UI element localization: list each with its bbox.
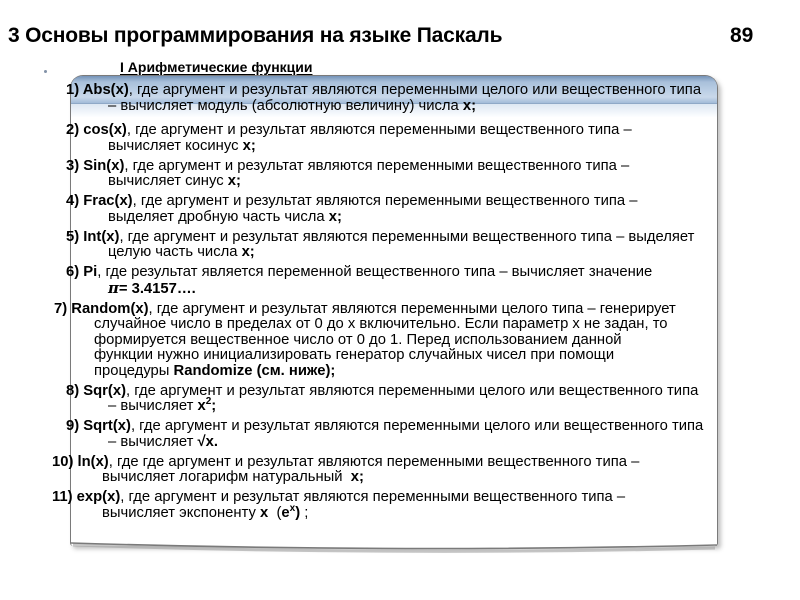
function-item-2 — [44, 123, 722, 154]
text-segment: Randomize (см. ниже); — [173, 362, 336, 379]
text-segment: , где аргумент и результат являются переменными целого или вещественного типа — [130, 418, 704, 434]
text-segment: , где где аргумент и результат являются переменными вещественного типа – — [108, 453, 640, 470]
text-segment: x — [289, 502, 296, 514]
function-item-11 — [44, 490, 722, 521]
text-segment: x; — [242, 137, 256, 154]
empty-bullet-dot — [44, 70, 47, 73]
text-segment: x; — [227, 173, 241, 189]
text-segment: вычисляет косинус — [108, 137, 243, 154]
function-item-3 — [44, 159, 722, 190]
page-number: 89 — [730, 24, 754, 47]
text-segment: 11) exp(x) — [52, 489, 121, 505]
text-segment: функции нужно инициализировать генератор случайных чисел при помощи — [94, 347, 615, 363]
text-segment: x — [260, 504, 269, 521]
function-item-10 — [44, 455, 722, 486]
text-segment: 2) cos(x) — [66, 122, 127, 138]
text-segment: x; — [241, 244, 255, 260]
text-segment: , где аргумент и результат являются переменными вещественного типа – — [126, 122, 632, 138]
text-segment: ( — [268, 504, 282, 521]
text-segment: x; — [462, 97, 477, 114]
text-segment: , где аргумент и результат являются переменными целого или вещественного типа — [128, 82, 702, 98]
function-item-5 — [44, 230, 722, 261]
text-segment: 8) Sqr(x) — [66, 382, 127, 399]
text-segment: – вычисляет — [108, 398, 198, 414]
function-item-6 — [44, 265, 722, 297]
text-segment: , где аргумент и результат являются переменными вещественного типа – — [124, 157, 630, 174]
text-segment: – вычисляет модуль (абсолютную величину) числа — [108, 97, 463, 114]
text-segment: выделяет дробную часть числа — [108, 208, 329, 225]
text-segment: вычисляет синус — [108, 173, 228, 189]
function-item-4 — [44, 194, 722, 225]
text-segment: , где аргумент и результат являются переменными целого типа – генерирует — [148, 300, 676, 317]
text-segment: x; — [328, 208, 342, 225]
text-segment: целую часть числа — [108, 244, 242, 260]
text-segment: 4) Frac(x) — [66, 193, 133, 209]
text-segment: ; — [300, 504, 309, 521]
text-segment: π — [108, 279, 119, 297]
function-item-1 — [44, 83, 722, 114]
text-segment: , где результат является переменной вещественного типа – вычисляет значение — [97, 264, 653, 280]
text-segment: ; — [211, 398, 217, 414]
text-segment: , где аргумент и результат являются переменными вещественного типа – — [120, 489, 626, 505]
text-segment: 7) Random(x) — [54, 300, 149, 317]
text-segment: e — [281, 504, 290, 521]
text-segment: – вычисляет — [108, 433, 198, 450]
panel-bottom-curve — [70, 542, 718, 557]
text-segment: , где аргумент и результат являются переменными вещественного типа – — [132, 193, 638, 209]
function-item-9 — [44, 419, 722, 450]
text-segment: процедуры — [94, 362, 174, 379]
function-item-8 — [44, 384, 722, 415]
panel-caption: I Арифметические функции — [120, 59, 313, 75]
text-segment: ) — [295, 504, 301, 521]
text-segment: 3) Sin(x) — [66, 157, 125, 174]
text-segment: , где аргумент и результат являются переменными целого или вещественного типа — [126, 382, 699, 399]
page-title: 3 Основы программирования на языке Паскаль — [8, 24, 503, 47]
text-segment: 6) Pi — [66, 264, 98, 280]
text-segment: = 3.4157…. — [118, 280, 196, 297]
text-segment: случайное число в пределах от 0 до x включительно. Если параметр x не задан, то — [94, 316, 668, 332]
text-segment: формируется вещественное число от 0 до 1. Перед использованием данной — [94, 331, 622, 348]
text-segment: √x. — [197, 433, 218, 450]
text-segment: x; — [350, 469, 364, 485]
functions-list — [44, 83, 722, 526]
text-segment: 9) Sqrt(x) — [66, 418, 131, 434]
text-segment: x — [197, 398, 206, 414]
text-segment: 1) Abs(x) — [66, 82, 129, 98]
text-segment: 5) Int(x) — [66, 228, 120, 245]
text-segment: вычисляет экспоненту — [102, 504, 260, 521]
function-item-7 — [44, 302, 722, 380]
text-segment: 2 — [205, 396, 212, 408]
text-segment: , где аргумент и результат являются переменными вещественного типа – выделяет — [119, 228, 695, 245]
text-segment: 10) ln(x) — [52, 453, 109, 470]
text-segment: вычисляет логарифм натуральный — [102, 469, 351, 485]
